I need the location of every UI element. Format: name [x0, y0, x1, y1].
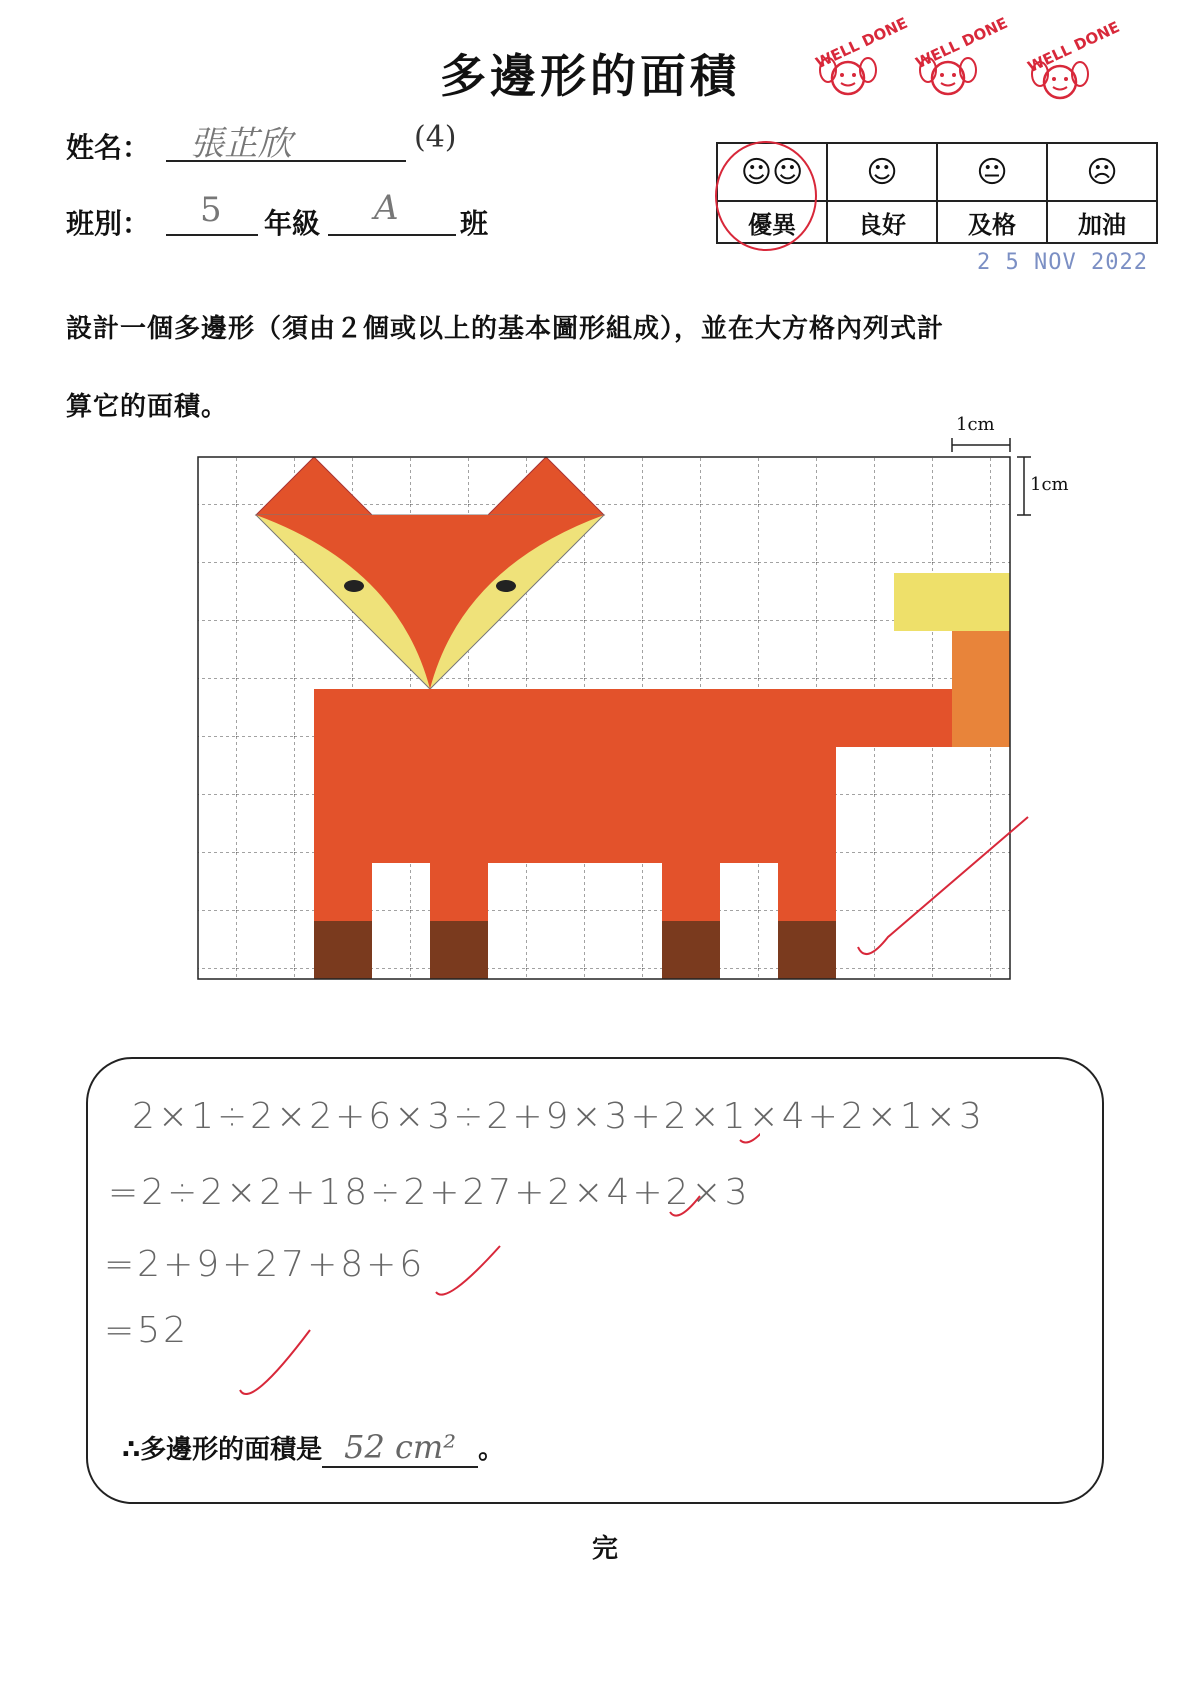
working-line-2: =2÷2×2+18÷2+27+2×4+2×3	[108, 1172, 751, 1213]
rating-label-pass: 及格	[937, 201, 1047, 243]
well-done-stamp-2	[906, 13, 1011, 112]
name-label: 姓名：	[66, 131, 151, 164]
date-stamp: 2 5 NOV 2022	[977, 250, 1148, 275]
stamp-text: WELL DONE	[812, 13, 911, 73]
rating-face-try-harder: ☹	[1047, 143, 1157, 201]
working-line-4: =52	[104, 1310, 189, 1351]
rating-label-excellent: 優異	[717, 201, 827, 243]
well-done-stamp-3	[1018, 17, 1123, 116]
teacher-check-marks	[200, 1120, 760, 1420]
conclusion-answer: 52 cm²	[322, 1428, 478, 1468]
working-line-1: 2×1÷2×2+6×3÷2+9×3+2×1×4+2×1×3	[132, 1096, 985, 1137]
unit-label-y: 1cm	[1030, 474, 1069, 495]
stamp-text: WELL DONE	[1024, 17, 1123, 77]
stamp-text: WELL DONE	[912, 13, 1011, 73]
conclusion-line	[122, 1428, 504, 1468]
rating-face-good: ☺	[827, 143, 937, 201]
conclusion-suffix: 。	[478, 1435, 505, 1465]
grade-value: 5	[200, 190, 222, 230]
class-value: A	[374, 188, 399, 228]
rating-face-excellent: ☺☺	[717, 143, 827, 201]
end-mark: 完	[592, 1534, 619, 1564]
rating-label-try-harder: 加油	[1047, 201, 1157, 243]
name-value: 張芷欣	[190, 124, 292, 164]
name-field	[166, 118, 406, 162]
class-number: (4)	[414, 120, 457, 155]
class-field	[328, 188, 456, 236]
rating-face-pass: 😐	[937, 143, 1047, 201]
rating-label-good: 良好	[827, 201, 937, 243]
working-line-3: =2+9+27+8+6	[104, 1244, 426, 1285]
class-suffix: 班	[460, 207, 489, 240]
instruction-line-2: 算它的面積。	[66, 392, 229, 422]
grade-label: 年級	[264, 207, 321, 240]
page-title: 多邊形的面積	[440, 49, 740, 103]
selected-rating-circle	[710, 136, 826, 256]
unit-label-x: 1cm	[956, 414, 995, 435]
well-done-stamp-1	[806, 13, 911, 112]
instruction-line-1: 設計一個多邊形（須由２個或以上的基本圖形組成），並在大方格內列式計	[66, 314, 945, 344]
class-label: 班別：	[66, 207, 151, 240]
conclusion-prefix: ∴多邊形的面積是	[122, 1435, 323, 1465]
grid-drawing	[160, 410, 1100, 980]
grade-field	[166, 192, 258, 236]
